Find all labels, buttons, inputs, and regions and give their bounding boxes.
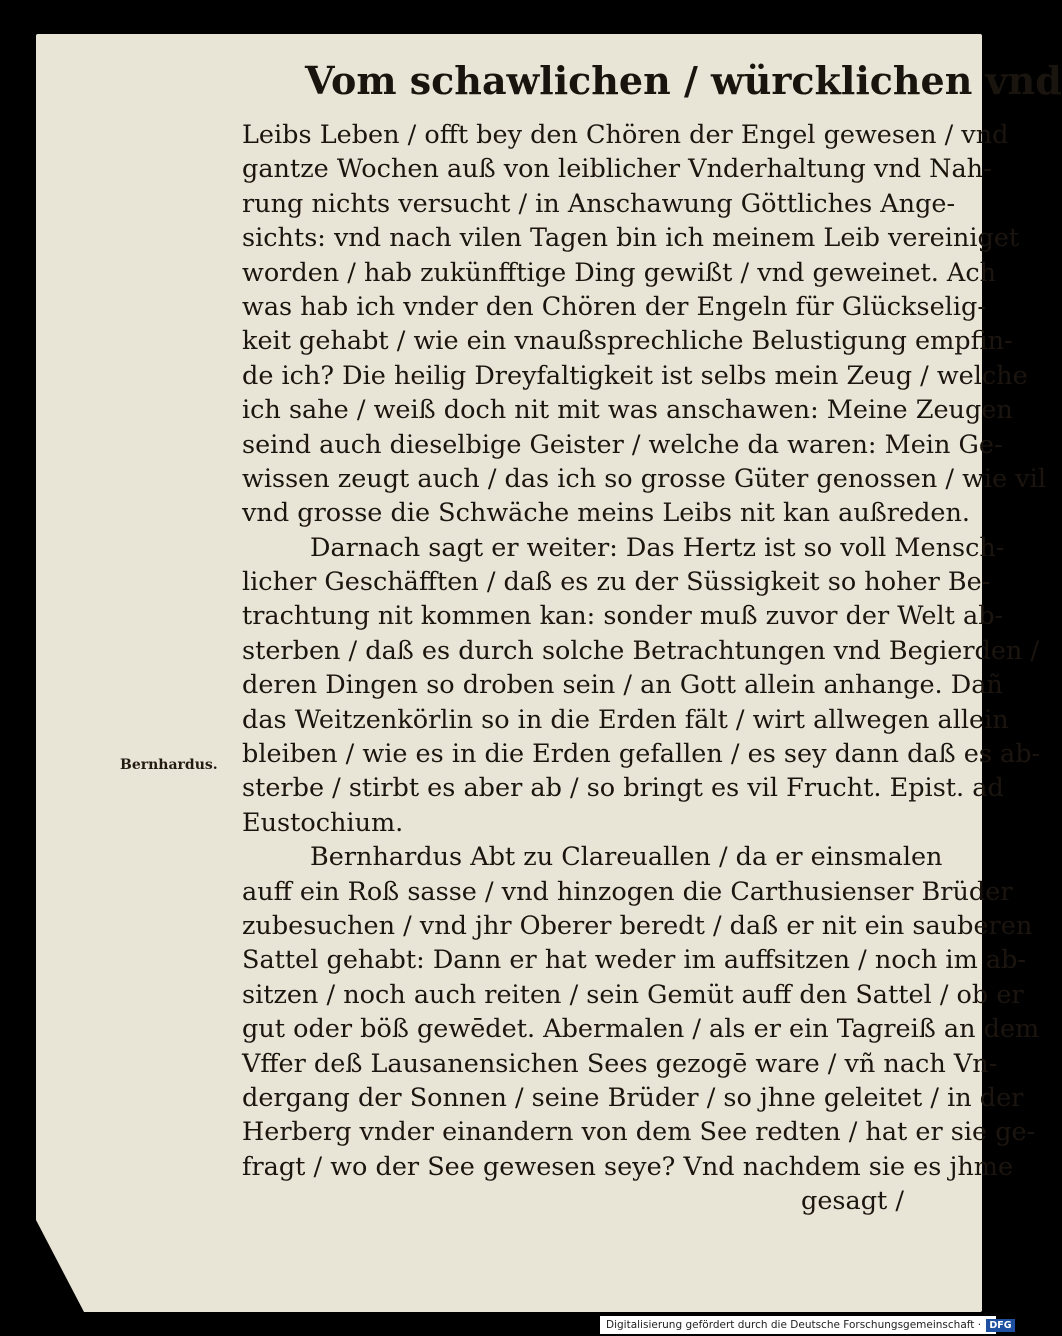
text-line: Bernhardus Abt zu Clareuallen / da er einsmalen [310, 842, 943, 873]
text-line: de ich? Die heilig Dreyfaltigkeit ist selbs mein Zeug / welche [242, 360, 1028, 391]
text-line: gantze Wochen auß von leiblicher Vnderhaltung vnd Nah- [242, 154, 992, 185]
text-line: trachtung nit kommen kan: sonder muß zuvor der Welt ab- [242, 601, 1004, 632]
body-text [242, 118, 1046, 1219]
text-line: zubesuchen / vnd jhr Oberer beredt / daß er nit ein sauberen [242, 910, 1033, 941]
running-header: Vom schawlichen / würcklichen vnd [305, 58, 1062, 103]
text-line: keit gehabt / wie ein vnaußsprechliche Belustigung empfin- [242, 326, 1013, 357]
margin-note: Bernhardus. [120, 757, 218, 773]
text-line: Darnach sagt er weiter: Das Hertz ist so voll Mensch- [310, 532, 1005, 563]
credit-text: Digitalisierung gefördert durch die Deutsche Forschungsgemeinschaft · [606, 1319, 982, 1331]
text-line: fragt / wo der See gewesen seye? Vnd nachdem sie es jhme [242, 1151, 1014, 1182]
text-line: das Weitzenkörlin so in die Erden fält / wirt allwegen allein [242, 704, 1009, 735]
catchword: gesagt / [801, 1186, 904, 1217]
text-line: deren Dingen so droben sein / an Gott allein anhange. Dañ [242, 670, 1003, 701]
text-line: auff ein Roß sasse / vnd hinzogen die Carthusienser Brüder [242, 876, 1013, 907]
text-line: sichts: vnd nach vilen Tagen bin ich meinem Leib vereiniget [242, 223, 1020, 254]
text-line: Sattel gehabt: Dann er hat weder im auffsitzen / noch im ab- [242, 945, 1027, 976]
torn-page-corner [36, 1220, 84, 1312]
dfg-logo: DFG [986, 1319, 1014, 1332]
text-line: seind auch dieselbige Geister / welche da waren: Mein Ge- [242, 429, 1003, 460]
text-line: rung nichts versucht / in Anschawung Göttliches Ange- [242, 188, 956, 219]
text-line: vnd grosse die Schwäche meins Leibs nit kan außreden. [242, 498, 971, 529]
text-line: dergang der Sonnen / seine Brüder / so jhne geleitet / in der [242, 1082, 1024, 1113]
text-line: was hab ich vnder den Chören der Engeln für Glückselig- [242, 291, 986, 322]
text-line: wissen zeugt auch / das ich so grosse Güter genossen / wie vil [242, 463, 1046, 494]
text-line: sterbe / stirbt es aber ab / so bringt es vil Frucht. Epist. ad [242, 773, 1004, 804]
text-line: sitzen / noch auch reiten / sein Gemüt auff den Sattel / ob er [242, 979, 1024, 1010]
digitization-credit [600, 1316, 1012, 1334]
text-line: ich sahe / weiß doch nit mit was anschawen: Meine Zeugen [242, 395, 1013, 426]
text-line: Herberg vnder einandern von dem See redten / hat er sie ge- [242, 1117, 1036, 1148]
text-line: Eustochium. [242, 807, 404, 838]
text-line: worden / hab zukünfftige Ding gewißt / vnd geweinet. Ach [242, 257, 997, 288]
text-line: sterben / daß es durch solche Betrachtungen vnd Begierden / [242, 635, 1040, 666]
text-line: gut oder böß gewēdet. Abermalen / als er ein Tagreiß an dem [242, 1014, 1040, 1045]
text-line: licher Geschäfften / daß es zu der Süssigkeit so hoher Be- [242, 567, 991, 598]
text-line: bleiben / wie es in die Erden gefallen / es sey dann daß es ab- [242, 739, 1041, 770]
text-line: Vffer deß Lausanensichen Sees gezogē ware / vñ nach Vn- [242, 1048, 998, 1079]
text-line: Leibs Leben / offt bey den Chören der Engel gewesen / vnd [242, 120, 1009, 150]
